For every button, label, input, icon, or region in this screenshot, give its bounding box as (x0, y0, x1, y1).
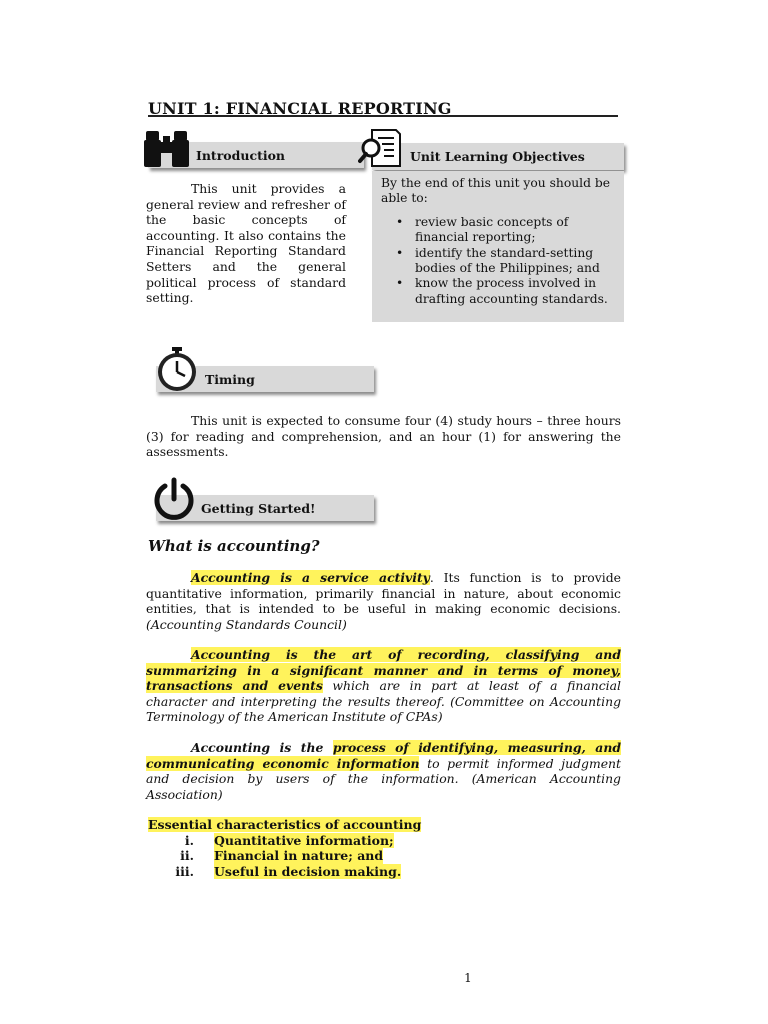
list-item: • know the process involved in drafting accounting standards. (396, 276, 608, 306)
stopwatch-icon (152, 345, 202, 393)
definition-3-highlight: process of identifying, measuring, and communicating economic information (146, 740, 622, 771)
definition-2-text: which are in part at least of a financial character and interpreting the results thereof. (Committee on Accounting Terminology of the American Institute of CPAs) (146, 678, 621, 725)
objectives-list (381, 215, 616, 307)
getting-started-heading: Getting Started! (201, 500, 316, 516)
power-icon (151, 477, 197, 523)
definition-3-lead: Accounting is the (191, 740, 333, 755)
timing-heading: Timing (205, 371, 255, 387)
definition-1-text: . Its function is to provide quantitative information, primarily financial in nature, about economic entities, that is intended to be useful in making economic decisions. (146, 570, 621, 617)
characteristics-heading: Essential characteristics of accounting (148, 817, 422, 832)
definition-1-source: (Accounting Standards Council) (146, 616, 347, 632)
page-number: 1 (464, 971, 472, 985)
document-magnifier-icon (358, 128, 404, 170)
objectives-heading: Unit Learning Objectives (410, 149, 585, 164)
definition-1-highlight: Accounting is a service activity (191, 570, 430, 585)
list-item: ii. Financial in nature; and (180, 848, 384, 863)
definition-2 (146, 647, 621, 725)
definition-3-text: to permit informed judgment and decision by users of the information. (American Accounting Association) (146, 755, 621, 802)
definition-3 (146, 740, 621, 802)
objectives-lead: By the end of this unit you should be able to: (381, 176, 611, 206)
section-question: What is accounting? (148, 537, 320, 555)
definition-1 (146, 570, 621, 632)
characteristics-list (148, 817, 421, 879)
list-item: iii. Useful in decision making. (175, 863, 402, 879)
title-underline (148, 115, 618, 117)
introduction-heading: Introduction (196, 147, 286, 163)
objectives-box (372, 171, 624, 322)
definition-2-highlight: Accounting is the art of recording, classifying and summarizing in a significant manner and in terms of money, transactions and events (146, 647, 621, 694)
list-item: • review basic concepts of financial reporting; (396, 214, 569, 245)
introduction-text: This unit provides a general review and refresher of the basic concepts of accounting. It also contains the Financial Reporting Standard Setters and the general political process of standard setting. (146, 181, 346, 306)
list-item: • identify the standard-setting bodies of the Philippines; and (396, 245, 600, 276)
page-title: UNIT 1: FINANCIAL REPORTING (148, 99, 452, 118)
list-item: i. Quantitative information; (184, 832, 394, 848)
timing-text: This unit is expected to consume four (4) study hours – three hours (3) for reading and comprehension, and an hour (1) for answering the assessments. (146, 413, 621, 460)
binoculars-icon (143, 129, 191, 169)
objectives-header (372, 143, 624, 170)
